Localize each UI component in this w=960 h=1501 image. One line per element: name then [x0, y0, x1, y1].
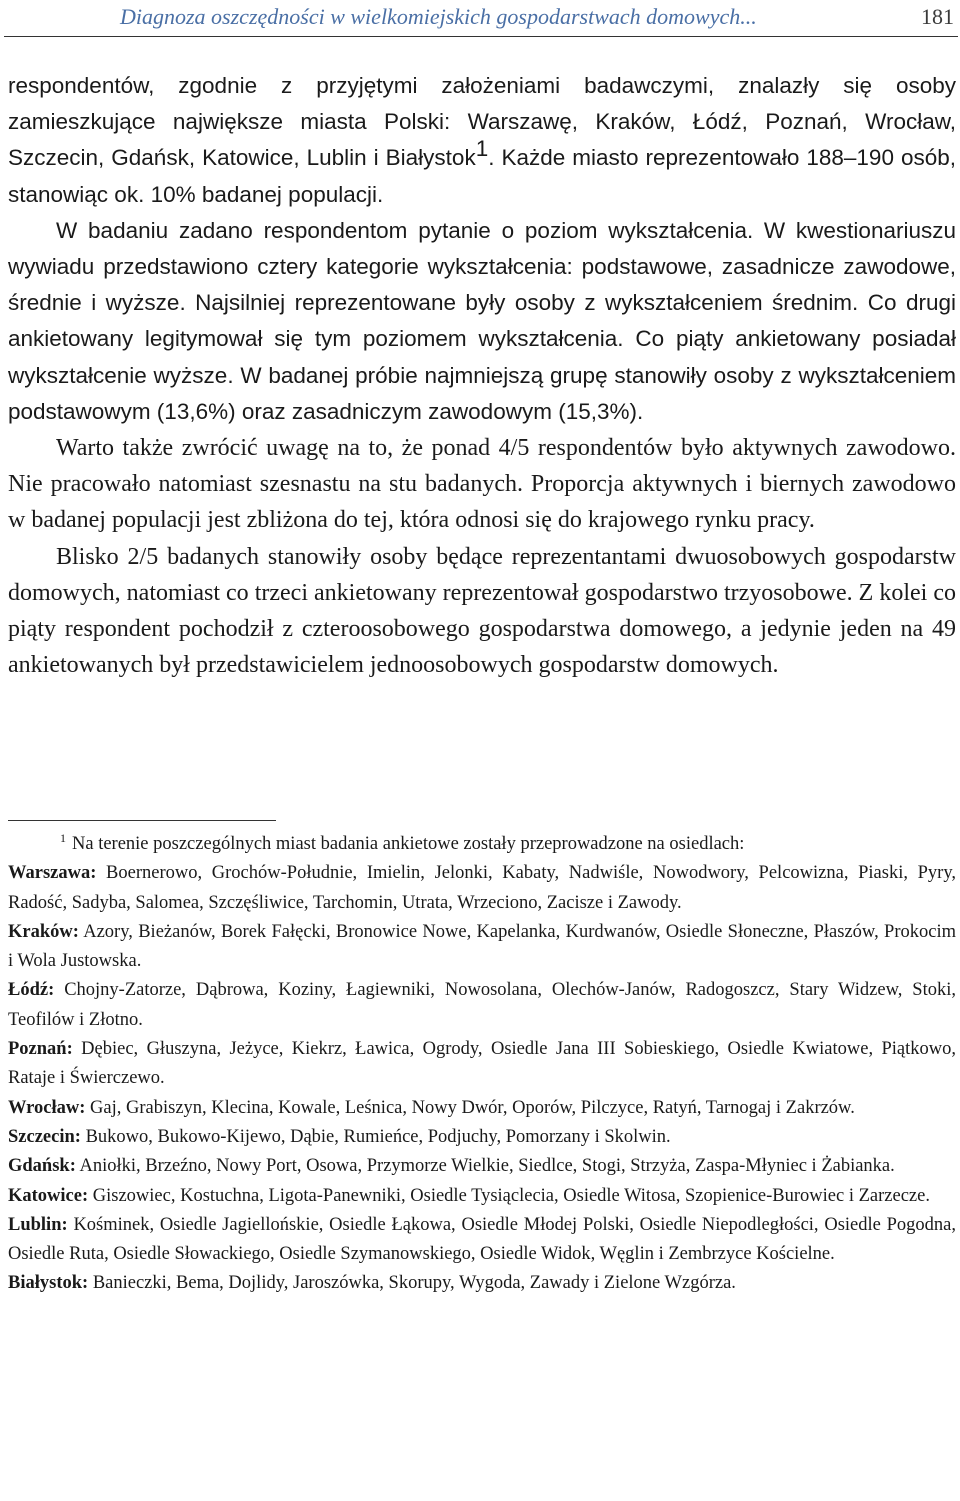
paragraph-2-text-b: W kwestionariuszu wywiadu przedstawiono cztery kategorie wykształcenia: podstawowe, zasadnicze zawodowe, średnie i wyższe. Najsilniej reprezentowane były osoby z wykształceniem średnim. Co drugi ankietowany legitymował się tym poziomem wykształcenia. Co piąty ankietowany posiadał wykształcenie wyższe. W badanej próbie najmniejszą grupę stanowiły osoby z wykształceniem podstawowym (13,6%) oraz zasadniczym zawodowym (15,3%). [8, 217, 956, 424]
city-entry [8, 1123, 956, 1152]
city-districts: Azory, Bieżanów, Borek Fałęcki, Bronowice Nowe, Kapelanka, Kurdwanów, Osiedle Słoneczne, Płaszów, Prokocim i Wola Justowska. [8, 921, 956, 972]
footnote-block [8, 830, 956, 1299]
city-name: Łódź: [8, 980, 55, 1001]
city-name: Katowice: [8, 1185, 89, 1206]
city-districts: Banieczki, Bema, Dojlidy, Jaroszówka, Skorupy, Wygoda, Zawady i Zielone Wzgórza. [92, 1273, 736, 1294]
city-entry [8, 1182, 956, 1211]
paragraph-2 [8, 213, 956, 430]
city-districts: Chojny-Zatorze, Dąbrowa, Koziny, Łagiewniki, Nowosolana, Olechów-Janów, Radogoszcz, Stary Widzew, Stoki, Teofilów i Złotno. [8, 980, 957, 1030]
page-number: 181 [921, 4, 954, 29]
city-name: Kraków: [8, 921, 79, 942]
paragraph-1-text-b: . Każde miasto reprezentowało 188–190 osób, stanowiąc ok. 10% badanej populacji. [8, 145, 956, 207]
footnote-number: 1 [60, 830, 66, 845]
city-entry [8, 976, 956, 1035]
city-name: Poznań: [8, 1039, 73, 1060]
city-district-list [8, 859, 956, 1298]
city-entry [8, 918, 956, 977]
city-districts: Giszowiec, Kostuchna, Ligota-Panewniki, Osiedle Tysiąclecia, Osiedle Witosa, Szopienice-Burowiec i Zarzecze. [92, 1185, 930, 1206]
city-districts: Dębiec, Głuszyna, Jeżyce, Kiekrz, Ławica, Ogrody, Osiedle Jana III Sobieskiego, Osiedle Kwiatowe, Piątkowo, Rataje i Świerczewo. [8, 1039, 956, 1089]
city-entry [8, 1035, 956, 1094]
city-districts: Boernerowo, Grochów-Południe, Imielin, Jelonki, Kabaty, Nadwiśle, Nowodwory, Pelcowizna, Piaski, Pyry, Radość, Sadyba, Salomea, Szczęśliwice, Tarchomin, Utrata, Wrzeciono, Zacisze i Zawody. [8, 863, 957, 913]
city-districts: Gaj, Grabiszyn, Klecina, Kowale, Leśnica, Nowy Dwór, Oporów, Pilczyce, Ratyń, Tarnogaj i Zakrzów. [90, 1097, 855, 1118]
city-entry [8, 1211, 956, 1270]
main-text [8, 68, 956, 683]
city-entry [8, 1094, 956, 1123]
paragraph-3: Warto także zwrócić uwagę na to, że ponad 4/5 respondentów było aktywnych zawodowo. Nie pracowało natomiast szesnastu na stu badanych. Proporcja aktywnych i biernych zawodowo w badanej populacji jest zbliżona do tej, która odnosi się do krajowego rynku pracy. [8, 435, 956, 534]
city-name: Szczecin: [8, 1126, 81, 1147]
paragraph-4: Blisko 2/5 badanych stanowiły osoby będące reprezentantami dwuosobowych gospodarstw domowych, natomiast co trzeci ankietowany reprezentował gospodarstwo trzyosobowe. Z kolei co piąty respondent pochodził z czteroosobowego gospodarstwa domowego, a jedynie jeden na 49 ankietowanych był przedstawicielem jednoosobowych gospodarstw domowych. [8, 543, 956, 679]
city-entry [8, 859, 956, 918]
paragraph-1 [8, 68, 956, 213]
city-districts: Bukowo, Bukowo-Kijewo, Dąbie, Rumieńce, Podjuchy, Pomorzany i Skolwin. [85, 1126, 671, 1147]
city-name: Lublin: [8, 1214, 68, 1235]
running-header [4, 0, 958, 37]
city-name: Warszawa: [8, 863, 97, 884]
footnote-reference: 1 [475, 136, 489, 162]
city-entry [8, 1152, 956, 1181]
city-entry [8, 1269, 956, 1298]
city-districts: Kośminek, Osiedle Jagiellońskie, Osiedle Łąkowa, Osiedle Młodej Polski, Osiedle Niepodległości, Osiedle Pogodna, Osiedle Ruta, Osiedle Słowackiego, Osiedle Szymanowskiego, Osiedle Widok, Węglin i Zembrzyce Kościelne. [8, 1214, 956, 1265]
footnote-separator [8, 820, 276, 821]
city-districts: Aniołki, Brzeźno, Nowy Port, Osowa, Przymorze Wielkie, Siedlce, Stogi, Strzyża, Zaspa-Młyniec i Żabianka. [79, 1156, 895, 1177]
city-name: Gdańsk: [8, 1156, 76, 1177]
footnote-intro-text: Na terenie poszczególnych miast badania ankietowe zostały przeprowadzone na osiedlach: [72, 834, 745, 854]
city-name: Białystok: [8, 1273, 89, 1294]
city-name: Wrocław: [8, 1097, 86, 1118]
footnote-intro [8, 830, 956, 859]
paragraph-1-text-a: respondentów, zgodnie z przyjętymi założeniami badawczymi, znalazły się osoby zamieszkujące największe miasta Polski: Warszawę, Kraków, Łódź, Poznań, Wrocław, Szczecin, Gdańsk, Katowice, Lublin i Białystok [8, 73, 956, 171]
paragraph-2-text-a: W badaniu zadano respondentom pytanie o poziom wykształcenia. [56, 217, 754, 243]
running-title: Diagnoza oszczędności w wielkomiejskich gospodarstwach domowych... [120, 4, 757, 29]
